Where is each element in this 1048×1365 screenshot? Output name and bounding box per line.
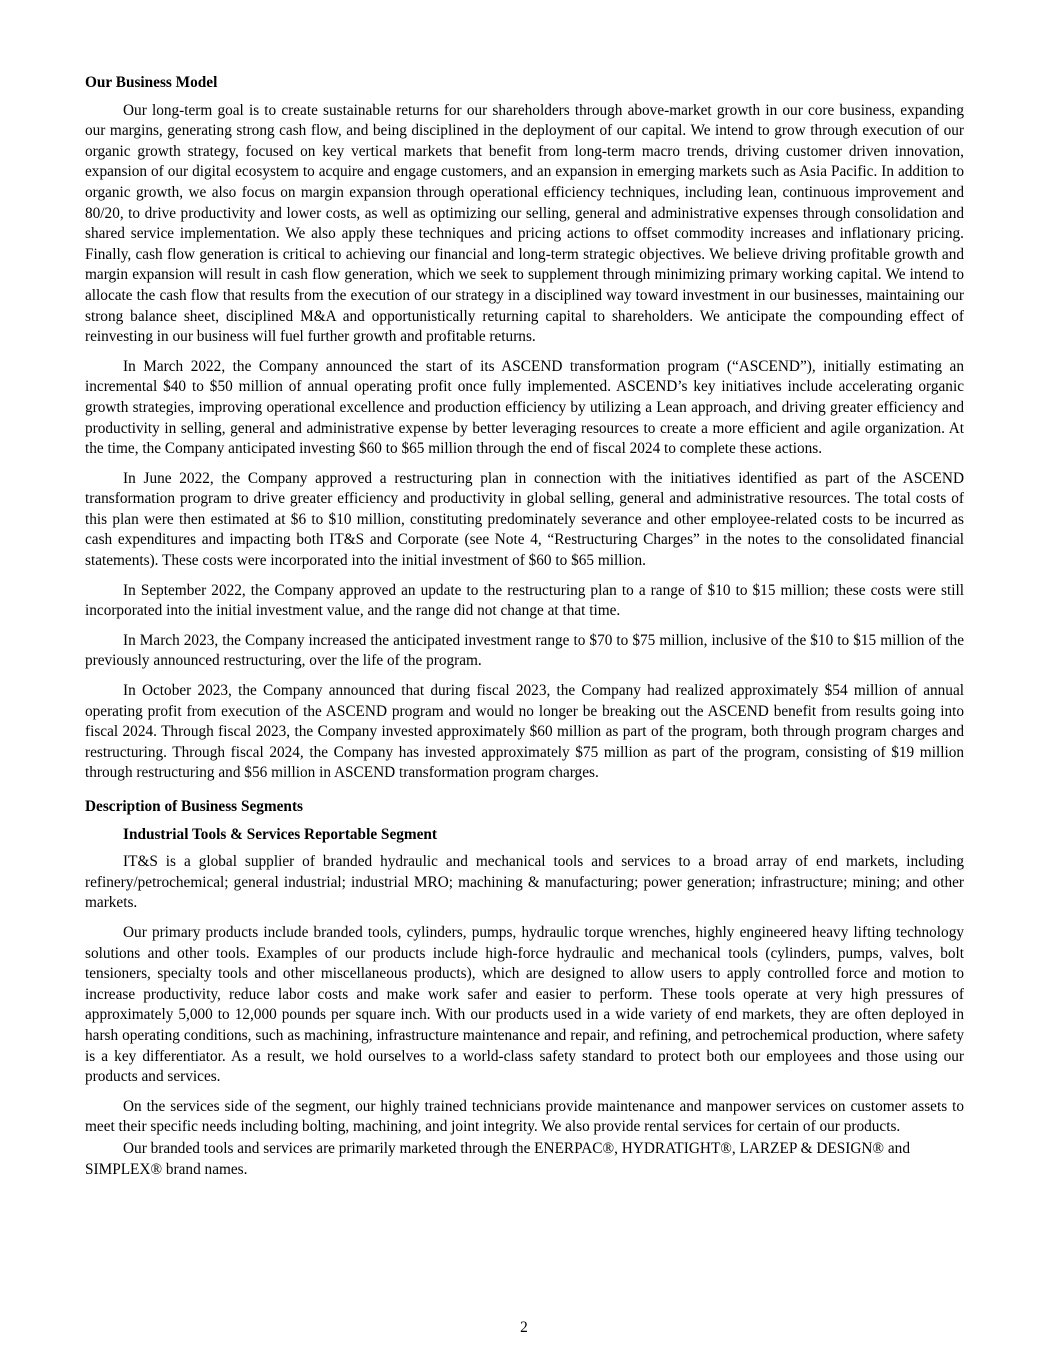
paragraph: In March 2023, the Company increased the anticipated investment range to $70 to $75 million, inclusive of the $10 to $15 million of the previously announced restructuring, over the life of the program. (85, 631, 964, 670)
paragraph: Our primary products include branded tools, cylinders, pumps, hydraulic torque wrenches, highly engineered heavy lifting technology solutions and other tools. Examples of our products include high-force hydraulic and mechanical tools (cylinders, pumps, valves, bolt tensioners, specialty tools and other miscellaneous products), which are designed to allow users to apply controlled force and motion to increase productivity, reduce labor costs and make work safer and easier to perform. These tools operate at very high pressures of approximately 5,000 to 12,000 pounds per square inch. With our products used in a wide variety of end markets, they are often deployed in harsh operating conditions, such as machining, infrastructure maintenance and repair, and refining, and petrochemical production, where safety is a key differentiator. As a result, we hold ourselves to a world-class safety standard to protect both our employees and those using our products and services. (85, 923, 964, 1086)
paragraph: Our branded tools and services are primarily marketed through the ENERPAC®, HYDRATIGHT®, LARZEP & DESIGN® and SIMPLEX® brand names. (85, 1139, 910, 1178)
section-heading-business-segments: Description of Business Segments (85, 798, 303, 815)
paragraph: On the services side of the segment, our highly trained technicians provide maintenance and manpower services on customer assets to meet their specific needs including bolting, machining, and joint integrity. We also provide rental services for certain of our products. (85, 1097, 964, 1136)
paragraph: In March 2022, the Company announced the start of its ASCEND transformation program (“ASCEND”), initially estimating an incremental $40 to $50 million of annual operating profit once fully implemented. ASCEND’s key initiatives include accelerating organic growth strategies, improving operational excellence and production efficiency by utilizing a Lean approach, and driving greater efficiency and productivity in selling, general and administrative expense by better leveraging resources to create a more efficient and agile organization. At the time, the Company anticipated investing $60 to $65 million through the end of fiscal 2024 to complete these actions. (85, 357, 964, 458)
paragraph: In September 2022, the Company approved an update to the restructuring plan to a range of $10 to $15 million; these costs were still incorporated into the initial investment value, and the range did not change at that time. (85, 581, 964, 620)
page-number: 2 (520, 1319, 528, 1336)
paragraph: IT&S is a global supplier of branded hydraulic and mechanical tools and services to a broad array of end markets, including refinery/petrochemical; general industrial; industrial MRO; machining & manufacturing; power generation; infrastructure; mining; and other markets. (85, 853, 964, 912)
paragraph: Our long-term goal is to create sustainable returns for our shareholders through above-market growth in our core business, expanding our margins, generating strong cash flow, and being disciplined in the deployment of our capital. We intend to grow through execution of our organic growth strategy, focused on key vertical markets that benefit from long-term macro trends, driving customer driven innovation, expansion of our digital ecosystem to acquire and engage customers, and an expansion in emerging markets such as Asia Pacific. In addition to organic growth, we also focus on margin expansion through operational efficiency techniques, including lean, continuous improvement and 80/20, to drive productivity and lower costs, as well as optimizing our selling, general and administrative expenses through consolidation and shared service implementation. We also apply these techniques and pricing actions to offset commodity increases and inflationary pricing. Finally, cash flow generation is critical to achieving our financial and long-term strategic objectives. We believe driving profitable growth and margin expansion will result in cash flow generation, which we seek to supplement through minimizing primary working capital. We intend to allocate the cash flow that results from the execution of our strategy in a disciplined way toward investment in our businesses, maintaining our strong balance sheet, disciplined M&A and opportunistically returning capital to shareholders. We anticipate the compounding effect of reinvesting in our business will fuel further growth and profitable returns. (85, 101, 964, 346)
subsection-heading-its-segment: Industrial Tools & Services Reportable Segment (123, 825, 438, 843)
section-heading-business-model: Our Business Model (85, 74, 218, 91)
paragraph: In October 2023, the Company announced that during fiscal 2023, the Company had realized approximately $54 million of annual operating profit from execution of the ASCEND program and would no longer be breaking out the ASCEND benefit from results going into fiscal 2024. Through fiscal 2023, the Company invested approximately $60 million as part of the program, both through program charges and restructuring. Through fiscal 2024, the Company has invested approximately $75 million as part of the program, consisting of $19 million through restructuring and $56 million in ASCEND transformation program charges. (85, 682, 964, 782)
paragraph: In June 2022, the Company approved a restructuring plan in connection with the initiatives identified as part of the ASCEND transformation program to drive greater efficiency and productivity in global selling, general and administrative resources. The total costs of this plan were then estimated at $6 to $10 million, constituting predominately severance and other employee-related costs to be incurred as cash expenditures and impacting both IT&S and Corporate (see Note 4, “Restructuring Charges” in the notes to the consolidated financial statements). These costs were incorporated into the initial investment of $60 to $65 million. (85, 469, 964, 570)
document-page (85, 73, 964, 1180)
